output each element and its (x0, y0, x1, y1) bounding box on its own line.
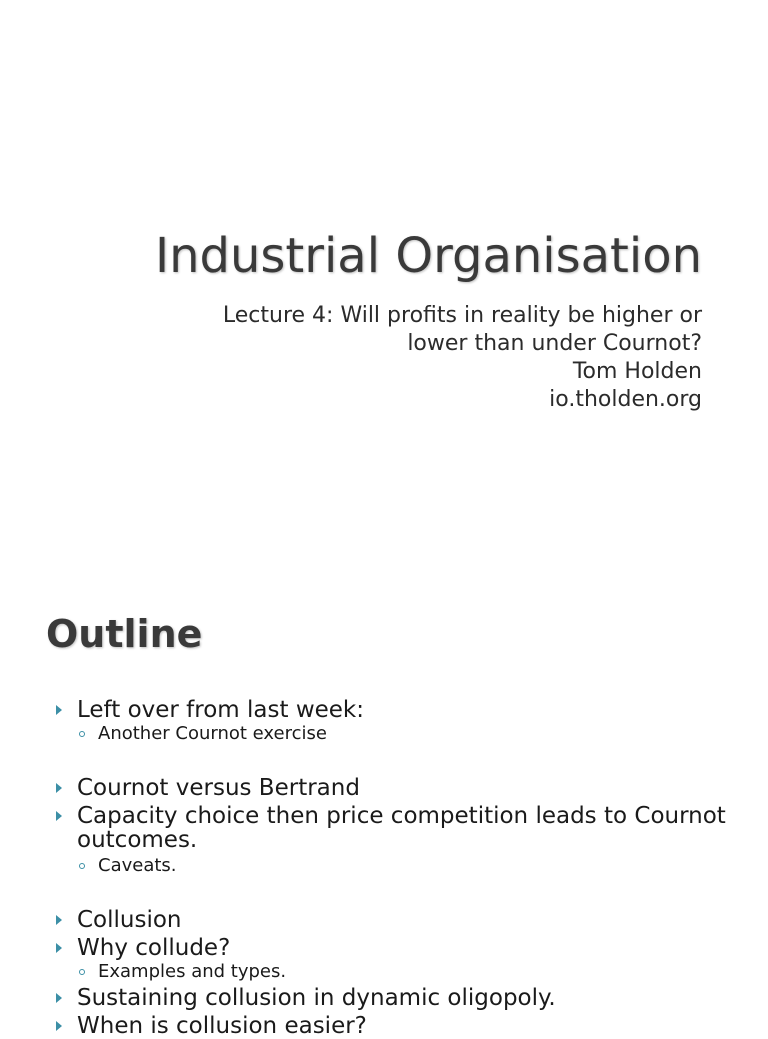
list-item (52, 698, 748, 722)
presentation-title: Industrial Organisation (154, 228, 702, 284)
circle-bullet-icon (79, 863, 85, 869)
circle-bullet-icon (79, 969, 85, 975)
outline-slide (0, 576, 768, 1039)
list-item-text: Caveats. (98, 855, 177, 876)
triangle-bullet-icon (56, 943, 62, 953)
sub-list-item (52, 854, 748, 878)
triangle-bullet-icon (56, 915, 62, 925)
list-item (52, 804, 748, 852)
lecture-line-1: Lecture 4: Will profits in reality be higher or (222, 303, 702, 328)
list-item-text: Examples and types. (98, 961, 287, 982)
outline-title: Outline (46, 612, 203, 656)
list-item-text: Left over from last week: (77, 697, 364, 723)
triangle-bullet-icon (56, 783, 62, 793)
outline-list (52, 698, 748, 1038)
author-name: Tom Holden (572, 359, 702, 384)
sub-list-item (52, 960, 748, 984)
list-item-text: Why collude? (77, 935, 231, 961)
triangle-bullet-icon (56, 811, 62, 821)
list-item (52, 1014, 748, 1038)
website-url[interactable]: io.tholden.org (549, 387, 702, 412)
circle-bullet-icon (79, 731, 85, 737)
list-item (52, 908, 748, 932)
list-item-text: Capacity choice then price competition leads to Cournot outcomes. (77, 803, 726, 853)
list-item (52, 986, 748, 1010)
list-item (52, 776, 748, 800)
list-item-text: Collusion (77, 907, 182, 933)
triangle-bullet-icon (56, 705, 62, 715)
triangle-bullet-icon (56, 1021, 62, 1031)
list-item-text: Cournot versus Bertrand (77, 775, 360, 801)
list-item-text: When is collusion easier? (77, 1013, 367, 1039)
triangle-bullet-icon (56, 993, 62, 1003)
lecture-line-2: lower than under Cournot? (407, 331, 702, 356)
sub-list-item (52, 722, 748, 746)
list-item-text: Another Cournot exercise (98, 723, 327, 744)
subtitle-block (62, 302, 702, 414)
list-item (52, 936, 748, 960)
list-item-text: Sustaining collusion in dynamic oligopoly. (77, 985, 556, 1011)
